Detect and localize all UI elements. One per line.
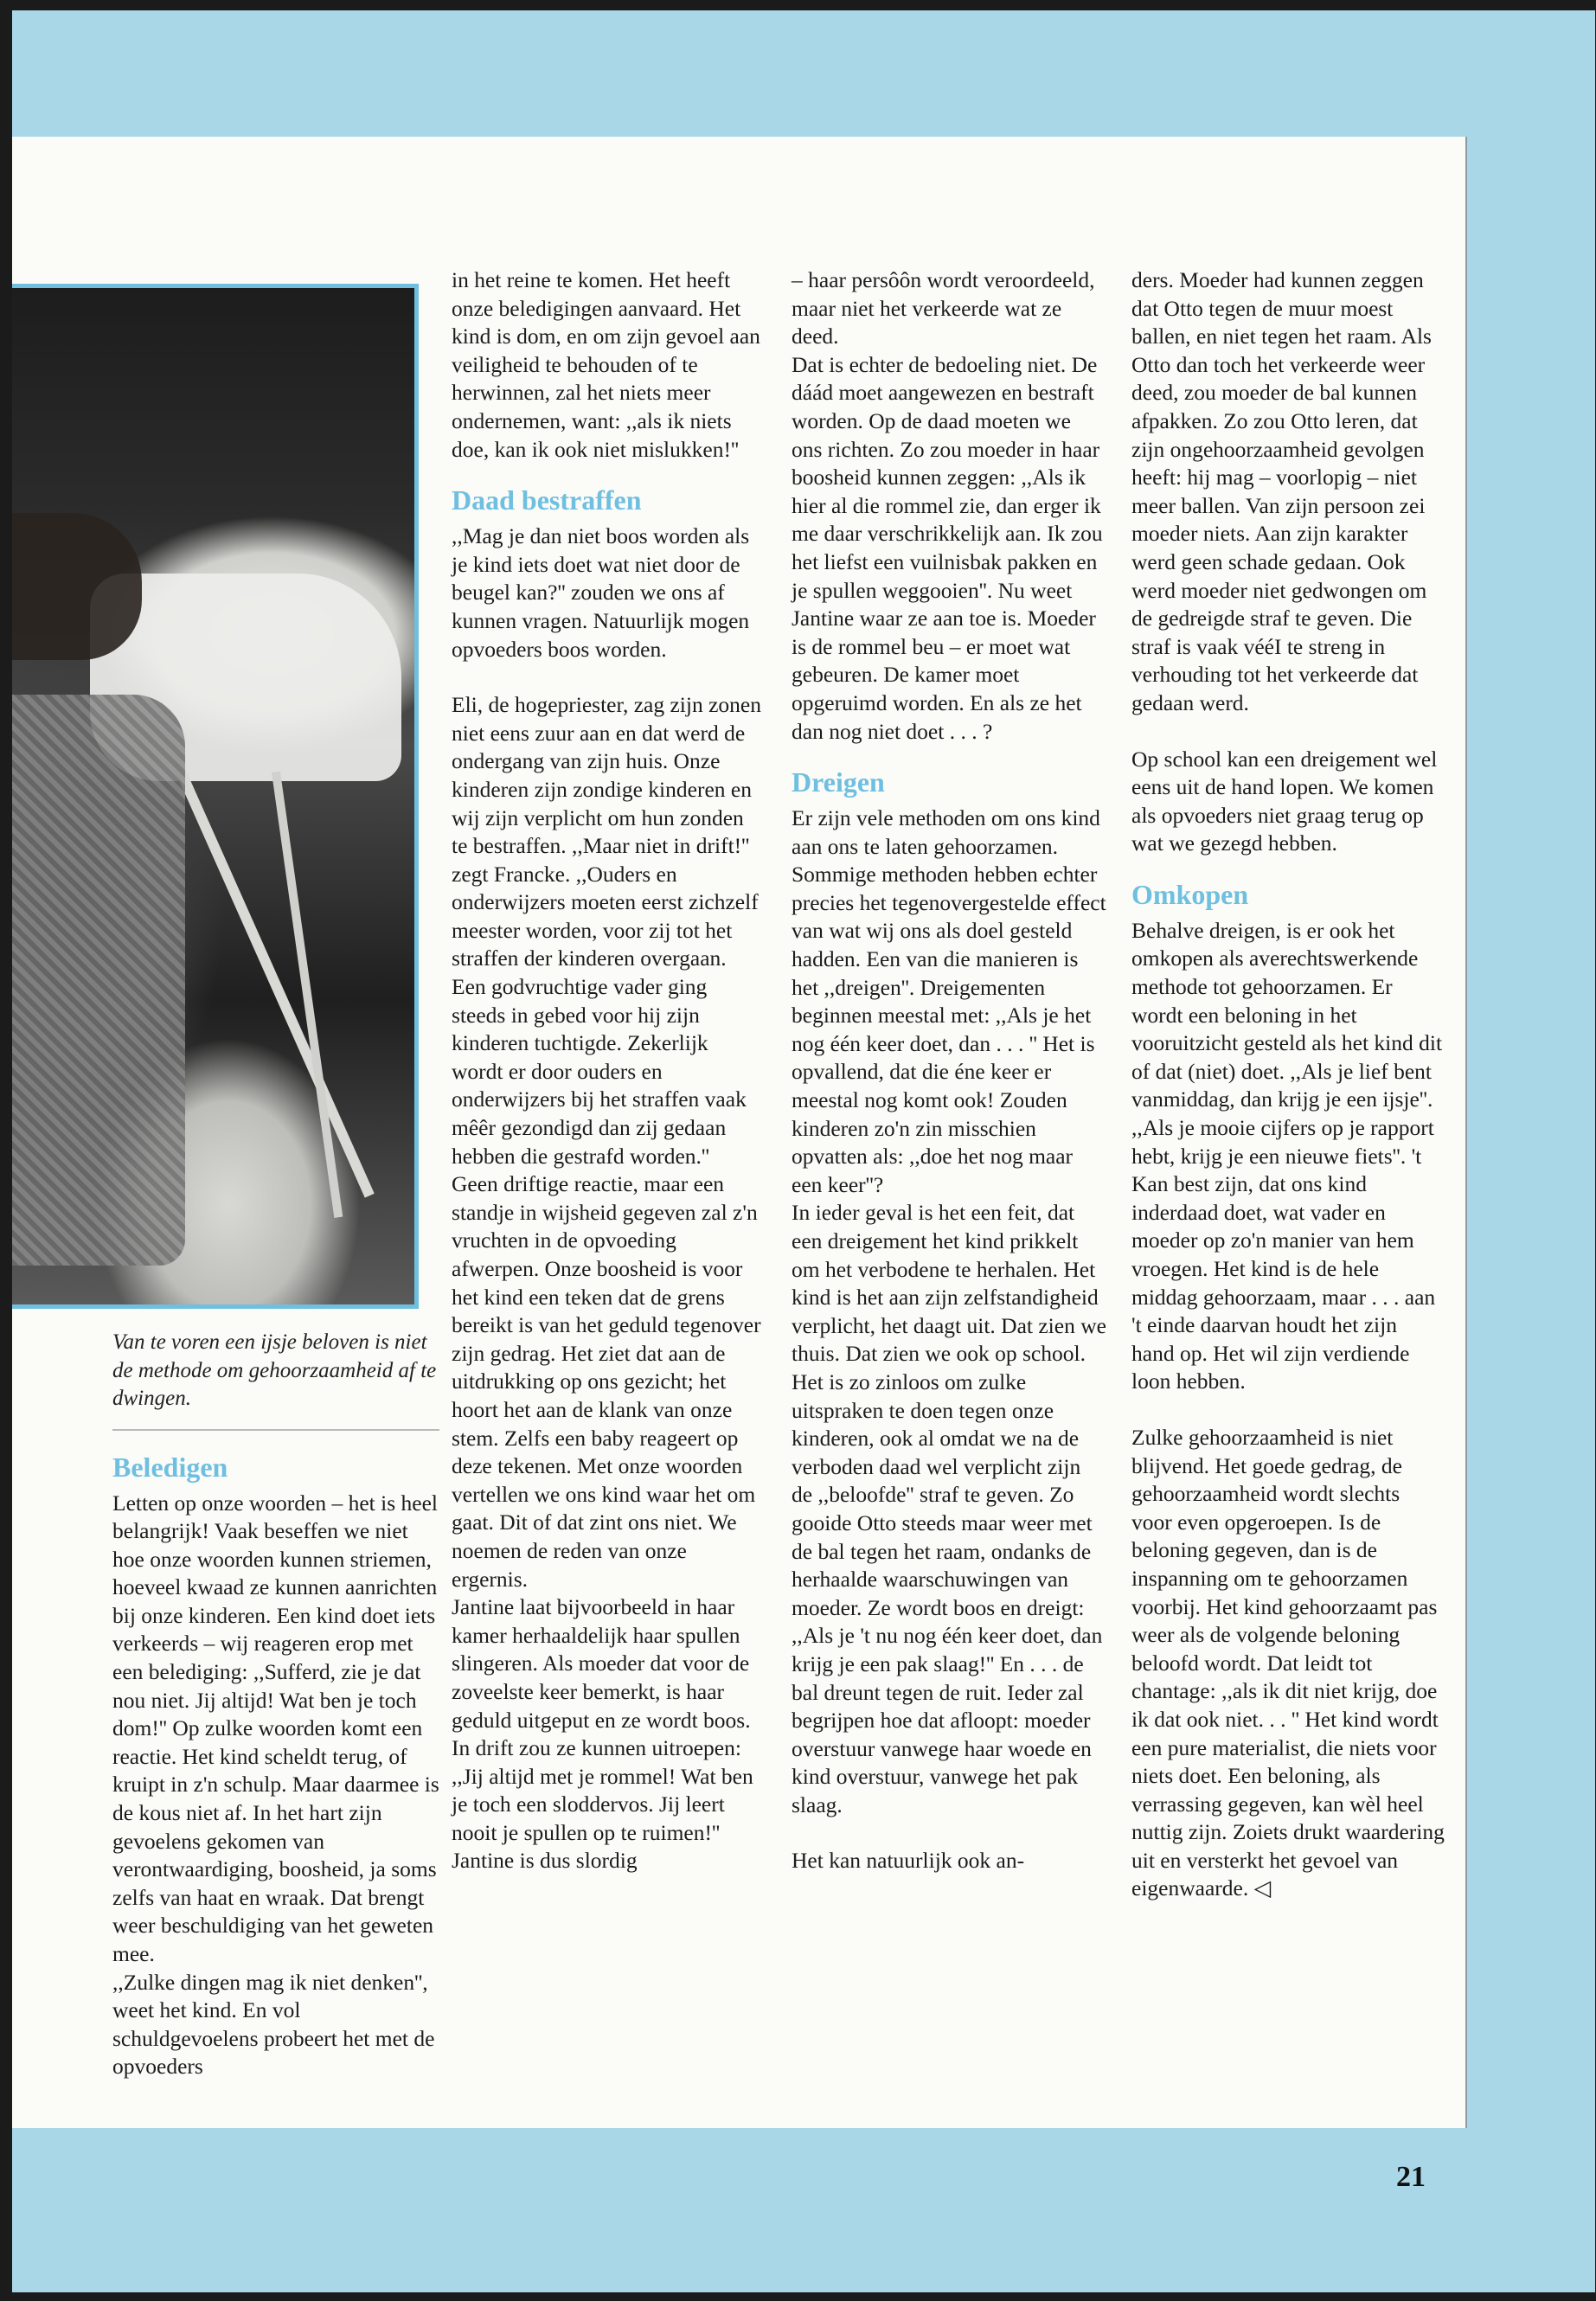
column-2: [452, 266, 763, 1875]
heading-dreigen: Dreigen: [792, 766, 885, 798]
column-4: [1131, 266, 1445, 1903]
photo-child-shirt: [12, 695, 185, 1266]
column-1: [112, 1329, 439, 2081]
paragraph: Zulke gehoorzaamheid is niet blijvend. Het goede gedrag, de gehoorzaamheid wordt slechts voor even opgeroepen. Is de beloning gegeven, dan is de inspanning om te gehoorzamen voorbij. Het kind gehoorzaamt pas weer als de volgende beloning beloofd wordt. Dat leidt tot chantage: ,,als ik dit niet krijg, doe ik dat ook niet. . . '' Het kind wordt een pure materialist, die niets voor niets doet. Een beloning, als verrassing gegeven, kan wèl heel nuttig zijn. Zoiets drukt waardering uit en versterkt het gevoel van eigenwaarde. ◁: [1131, 1424, 1445, 1901]
photo-pole: [168, 751, 375, 1197]
page-number: 21: [1396, 2161, 1426, 2193]
paragraph: Op school kan een dreigement wel eens uit de hand lopen. We komen als opvoeders niet graag terug op wat we gezegd hebben.: [1131, 746, 1438, 856]
paragraph: Er zijn vele methoden om ons kind aan ons te laten gehoorzamen. Sommige methoden hebben echter precies het tegenovergestelde effect van wat wij ons als doel gesteld hadden. Een van die manieren is het ,,dreigen''. Dreigementen beginnen meestal met: ,,Als je het nog één keer doet, dan . . . '' Het is opvallend, dat die éne keer er meestal nog komt ook! Zouden kinderen zo'n zin misschien opvatten als: ,,doe het nog maar een keer''?: [792, 805, 1106, 1197]
paragraph: in het reine te komen. Het heeft onze beledigingen aanvaard. Het kind is dom, en om zijn gevoel aan veiligheid te behouden of te herwinnen, zal het niets meer ondernemen, want: ,,als ik niets doe, kan ik ook niet mislukken!'': [452, 267, 760, 462]
column-3: [792, 266, 1106, 1875]
paragraph: – haar persôôn wordt veroordeeld, maar niet het verkeerde wat ze deed.: [792, 267, 1095, 349]
paragraph: In ieder geval is het een feit, dat een dreigement het kind prikkelt om het verbodene te herhalen. Het kind is het aan zijn zelfstandigheid verplicht, het daagt uit. Dat zien we thuis. Dat zien we ook op school. Het is zo zinloos om zulke uitspraken te doen tegen onze kinderen, ook al omdat we na de verboden daad wel verplicht zijn de ,,beloofde'' straf te geven. Zo gooide Otto steeds maar weer met de bal tegen het raam, ondanks de herhaalde waarschuwingen van moeder. Ze wordt boos en dreigt: ,,Als je 't nu nog één keer doet, dan krijg je een pak slaag!'' En . . . de bal dreunt tegen de ruit. Ieder zal begrijpen hoe dat afloopt: moeder overstuur vanwege haar woede en kind overstuur, vanwege het pak slaag.: [792, 1200, 1106, 1817]
photo-child-head: [12, 513, 142, 660]
paragraph: Het kan natuurlijk ook an-: [792, 1848, 1025, 1874]
paragraph: Letten op onze woorden – het is heel belangrijk! Vaak beseffen we niet hoe onze woorden kunnen striemen, hoeveel kwaad ze kunnen aanrichten bij onze kinderen. Een kind doet iets verkeerds – wij reageren erop met een belediging: ,,Sufferd, zie je dat nou niet. Jij altijd! Wat ben je toch dom!'' Op zulke woorden komt een reactie. Het kind scheldt terug, of kruipt in z'n schulp. Maar daarmee is de kous niet af. In het hart zijn gevoelens gekomen van verontwaardiging, boosheid, ja soms zelfs van haat en wraak. Dat brengt weer beschuldiging van het geweten mee.: [112, 1490, 439, 1966]
paragraph: ders. Moeder had kunnen zeggen dat Otto tegen de muur moest ballen, en niet tegen het raam. Als Otto dan toch het verkeerde weer deed, zou moeder de bal kunnen afpakken. Zo zou Otto leren, dat zijn ongehoorzaamheid gevolgen heeft: hij mag – voorlopig – niet meer ballen. Van zijn persoon zei moeder niets. Aan zijn karakter werd geen schade gedaan. Ook werd moeder niet gedwongen om de gedreigde straf te geven. Die straf is vaak vééI te streng in verhouding tot het verkeerde dat gedaan werd.: [1131, 267, 1432, 715]
paragraph: Eli, de hogepriester, zag zijn zonen niet eens zuur aan en dat werd de ondergang van zijn huis. Onze kinderen zijn zondige kinderen en wij zijn verplicht om hun zonden te bestraffen. ,,Maar niet in drift!'' zegt Francke. ,,Ouders en onderwijzers moeten eerst zichzelf meester worden, voor zij tot het straffen der kinderen overgaan. Een godvruchtige vader ging steeds in gebed voor hij zijn kinderen tuchtigde. Zekerlijk wordt er door ouders en onderwijzers bij het straffen vaak mêêr gezondigd dan zij gedaan hebben die gestrafd worden.'': [452, 692, 761, 1169]
photo-caption: Van te voren een ijsje beloven is niet de methode om gehoorzaamheid af te dwingen.: [112, 1329, 439, 1431]
paragraph: Geen driftige reactie, maar een standje in wijsheid gegeven zal z'n vruchten in de opvoeding afwerpen. Onze boosheid is voor het kind een teken dat de grens bereikt is van het geduld tegenover zijn gedrag. Het ziet dat aan de uitdrukking op ons gezicht; het hoort het aan de klank van onze stem. Zelfs een baby reageert op deze tekenen. Met onze woorden vertellen we ons kind waar het om gaat. Dit of dat zint ons niet. We noemen de reden van onze ergernis.: [452, 1171, 761, 1592]
page-frame: [12, 10, 1595, 2292]
paragraph: Dat is echter de bedoeling niet. De dáád moet aangewezen en bestraft worden. Op de daad moeten we ons richten. Zo zou moeder in haar boosheid kunnen zeggen: ,,Als ik hier al die rommel zie, dan erger ik me daar verschrikkelijk aan. Ik zou het liefst een vuilnisbak pakken en je spullen weggooien''. Nu weet Jantine waar ze aan toe is. Moeder is de rommel beu – er moet wat gebeuren. De kamer moet opgeruimd worden. En als ze het dan nog niet doet . . . ?: [792, 351, 1103, 744]
paragraph: Behalve dreigen, is er ook het omkopen als averechtswerkende methode tot gehoorzamen. Er wordt een beloning in het vooruitzicht gesteld als het kind dit of dat (niet) doet. ,,Als je lief bent vanmiddag, dan krijg je een ijsje''. ,,Als je mooie cijfers op je rapport hebt, krijg je een nieuwe fiets''. 't Kan best zijn, dat ons kind inderdaad doet, wat vader en moeder op zo'n manier van hem vroegen. Het kind is de hele middag gehoorzaam, maar . . . aan 't einde daarvan houdt het zijn hand op. Het wil zijn verdiende loon hebben.: [1131, 917, 1443, 1394]
paragraph: ,,Mag je dan niet boos worden als je kind iets doet wat niet door de beugel kan?'' zouden we ons af kunnen vragen. Natuurlijk mogen opvoeders boos worden.: [452, 523, 750, 662]
photo-child-with-ice-cream: [12, 284, 419, 1309]
heading-daad-bestraffen: Daad bestraffen: [452, 484, 642, 516]
paragraph: ,,Zulke dingen mag ik niet denken'', weet het kind. En vol schuldgevoelens probeert het met de opvoeders: [112, 1969, 435, 2080]
magazine-page: [12, 137, 1467, 2128]
heading-beledigen: Beledigen: [112, 1451, 228, 1483]
heading-omkopen: Omkopen: [1131, 878, 1249, 910]
paragraph: Jantine laat bijvoorbeeld in haar kamer herhaaldelijk haar spullen slingeren. Als moeder dat voor de zoveelste keer bemerkt, is haar geduld uitgeput en ze wordt boos. In drift zou ze kunnen uitroepen: ,,Jij altijd met je rommel! Wat ben je toch een sloddervos. Jij leert nooit je spullen op te ruimen!'' Jantine is dus slordig: [452, 1594, 753, 1874]
